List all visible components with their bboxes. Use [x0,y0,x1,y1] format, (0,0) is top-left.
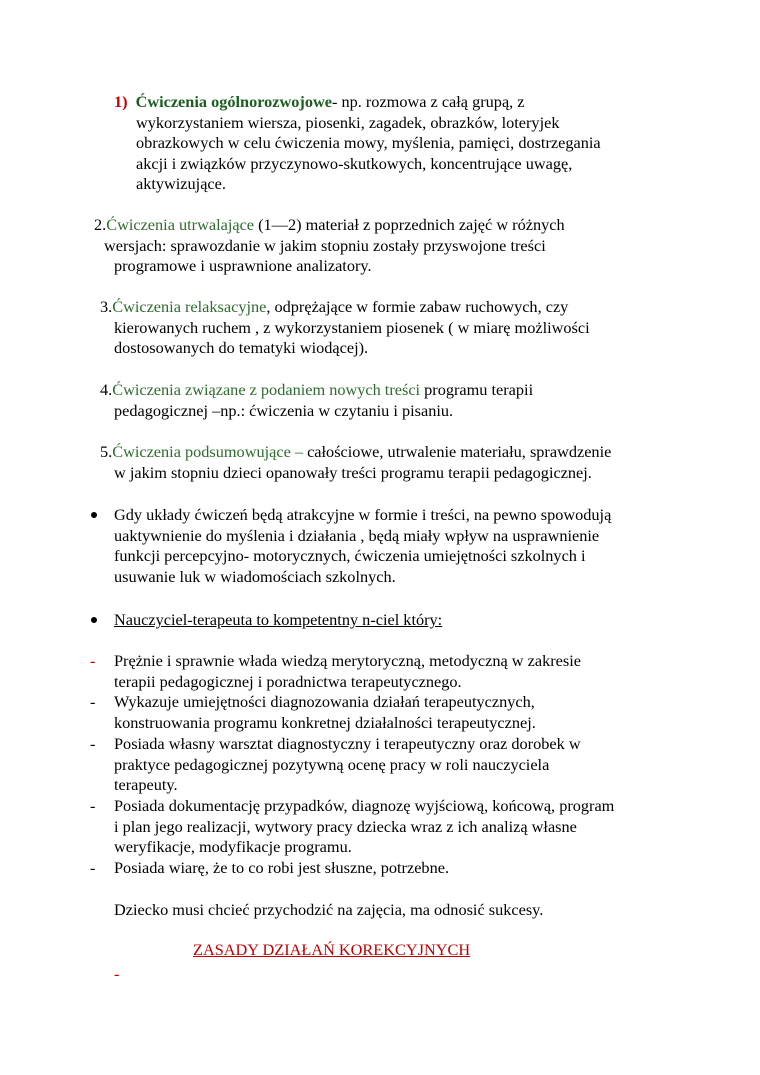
bullet-dot [91,617,97,623]
section-heading: ZASADY DZIAŁAŃ KOREKCYJNYCH [193,940,471,959]
bullet-1-line-3: funkcji percepcyjno- motorycznych, ćwiczenia umiejętności szkolnych i [114,546,586,566]
bullet-1-line-2: uaktywnienie do myślenia i działania , będą miały wpływ na usprawnienie [114,525,600,545]
dash-item-1 [114,651,581,692]
item-5-line-2: w jakim stopniu dzieci opanowały treści programu terapii pedagogicznej. [114,462,592,482]
dash-item-3-line-1: Posiada własny warsztat diagnostyczny i terapeutyczny oraz dorobek w [114,734,581,753]
item-3-line-1-rest: , odprężające w formie zabaw ruchowych, czy [266,297,569,316]
item-2-paren: (1—2) [254,215,302,234]
dash-item-3 [114,734,581,796]
item-1-line-5: aktywizujące. [136,174,226,194]
item-4 [100,380,533,421]
item-5-number: 5. [100,442,113,461]
item-2 [94,215,565,277]
item-1-line-3: obrazkowych w celu ćwiczenia mowy, myślenia, pamięci, dostrzegania [136,133,601,153]
item-3-line-2: kierowanych ruchem , z wykorzystaniem piosenek ( w miarę możliwości [114,317,590,337]
item-1-line-4: akcji i związków przyczynowo-skutkowych, koncentrujące uwagę, [136,153,573,173]
closing-sentence: Dziecko musi chcieć przychodzić na zajęcia, ma odnosić sukcesy. [114,900,544,919]
item-3-title: Ćwiczenia relaksacyjne [112,297,267,316]
bullet-1-line-1: Gdy układy ćwiczeń będą atrakcyjne w formie i treści, na pewno spowodują [114,505,612,524]
item-1-line-2: wykorzystaniem wiersza, piosenki, zagadek, obrazków, loteryjek [136,112,560,132]
bullet-dot [91,512,97,518]
item-2-line-2: wersjach: sprawozdanie w jakim stopniu zostały przyswojone treści [104,235,546,255]
dash-item-4 [114,796,614,858]
dash-marker: - [90,858,96,877]
item-1-line-1-rest: - np. rozmowa z całą grupą, z [331,92,525,111]
item-1 [114,92,601,195]
item-4-line-1-rest: programu terapii [420,380,534,399]
dash-marker: - [90,651,96,670]
dash-item-3-line-2: praktyce pedagogicznej pozytywną ocenę pracy w roli nauczyciela [114,754,550,774]
item-1-title: Ćwiczenia ogólnorozwojowe [135,92,332,111]
bullet-paragraph-2 [114,610,442,631]
dash-item-2-line-1: Wykazuje umiejętności diagnozowania działań terapeutycznych, [114,692,535,711]
dash-marker: - [90,796,96,815]
item-3-number: 3. [100,297,113,316]
dash-item-1-line-1: Prężnie i sprawnie włada wiedzą merytoryczną, metodyczną w zakresie [114,651,581,670]
item-2-line-1-rest: materiał z poprzednich zajęć w różnych [301,215,565,234]
item-2-number: 2. [94,215,107,234]
dash-item-3-line-3: terapeuty. [114,775,178,795]
dash-item-1-line-2: terapii pedagogicznej i poradnictwa terapeutycznego. [114,671,462,691]
dash-item-2 [114,692,536,733]
item-3 [100,297,590,359]
dash-item-5-line-1: Posiada wiarę, że to co robi jest słuszne, potrzebne. [114,858,450,877]
final-dash-marker: - [114,964,120,983]
dash-marker: - [90,692,96,711]
dash-item-2-line-2: konstruowania programu konkretnej działalności terapeutycznej. [114,712,536,732]
item-3-line-3: dostosowanych do tematyki wiodącej). [114,338,369,358]
dash-item-4-line-1: Posiada dokumentację przypadków, diagnozę wyjściową, końcową, program [114,796,615,815]
item-4-line-2: pedagogicznej –np.: ćwiczenia w czytaniu i pisaniu. [114,400,454,420]
item-5-title: Ćwiczenia podsumowujące – [112,442,304,461]
item-5-line-1-rest: całościowe, utrwalenie materiału, sprawdzenie [303,442,612,461]
item-2-line-3: programowe i usprawnione analizatory. [114,256,372,276]
bullet-paragraph-1 [114,505,611,587]
item-1-number: 1) [114,92,128,111]
item-4-title: Ćwiczenia związane z podaniem nowych treści [112,380,421,399]
dash-item-5 [114,858,449,879]
item-2-title: Ćwiczenia utrwalające [106,215,255,234]
dash-item-4-line-3: weryfikacje, modyfikacje programu. [114,837,352,857]
item-4-number: 4. [100,380,113,399]
dash-item-4-line-2: i plan jego realizacji, wytwory pracy dziecka wraz z ich analizą własne [114,816,577,836]
teacher-therapist-heading: Nauczyciel-terapeuta to kompetentny n-ciel który: [114,610,443,629]
item-5 [100,442,611,483]
bullet-1-line-4: usuwanie luk w wiadomościach szkolnych. [114,566,396,586]
dash-marker: - [90,734,96,753]
